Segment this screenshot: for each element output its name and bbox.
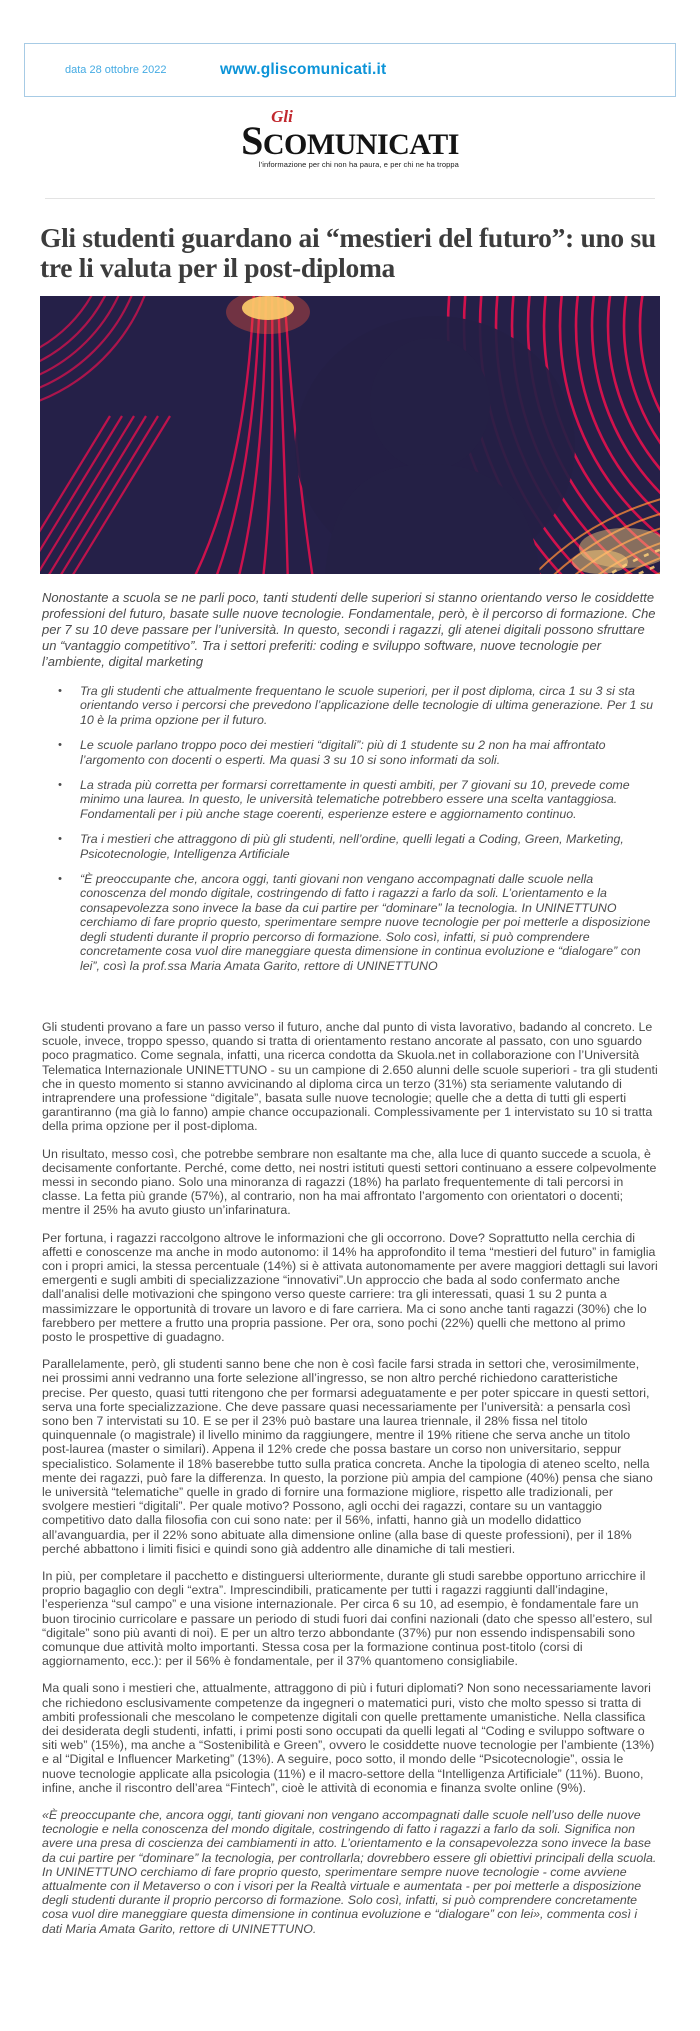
bullet-dot: • [58,833,62,846]
clipping-date: data 28 ottobre 2022 [65,64,167,76]
body-paragraph: Parallelamente, però, gli studenti sanno bene che non è così facile farsi strada in settori che, verosimilmente, nei prossimi anni vedranno una forte selezione all’ingresso, se non altro perché richiedono caratteristiche precise. Per questo, quasi tutti ritengono che per formarsi adeguatamente e per poter spiccare in questi settori, serva una forte specializzazione. Che deve passare quasi necessariamente per l’università: a pensarla così sono ben 7 intervistati su 10. E se per il 23% può bastare una laurea triennale, il 28% fissa nel titolo quinquennale (o magistrale) il livello minimo da raggiungere, mentre il 19% ritiene che serva anche un titolo post-laurea (master o similari). Appena il 12% crede che possa bastare un corso non universitario, seppur specialistico. Solamente il 18% baserebbe tutto sulla pratica concreta. Anche la tipologia di ateneo scelto, nella mente dei ragazzi, può fare la differenza. In questo, la porzione più ampia del campione (40%) pensa che siano le università “telematiche” quelle in grado di fornire una formazione migliore, rispetto alle tradizionali, per svolgere mestieri “digitali”. Per quale motivo? Possono, agli occhi dei ragazzi, contare su un vantaggio competitivo dato dalla filosofia con cui sono nate: per il 56%, infatti, hanno già un modello didattico all’avanguardia, per il 22% sono abituate alla dimensione online (alla base di queste professioni), per il 18% perché abbattono i limiti fisici e quindi sono già addentro alle dinamiche di tali mestieri. [42,1357,653,1556]
article-standfirst: Nonostante a scuola se ne parli poco, tanti studenti delle superiori si stanno orientando verso le cosiddette professioni del futuro, basate sulle nuove tecnologie. Fondamentale, però, è il percorso di formazione. Che per 7 su 10 deve passare per l’università. In questo, secondi i ragazzi, gli atenei digitali possono sfruttare un “vantaggio competitivo”. Tra i settori preferiti: coding e sviluppo software, nuove tecnologie per l’ambiente, digital marketing [42,590,656,669]
bullet-item [42,872,658,973]
logo-initial-letter: S [241,118,263,163]
masthead [0,107,700,172]
article-bullet-list [42,684,658,973]
bullet-item [42,684,658,727]
bullet-dot: • [58,873,62,886]
bullet-item [42,738,658,767]
bullet-text: La strada più corretta per formarsi correttamente in questi ambiti, per 7 giovani su 10, prevede come minimo una laurea. In questo, le università telematiche potrebbero essere una scelta vantaggiosa. Fondamentali per i più anche stage coerenti, esperienze estere e aggiornamento continuo. [80,778,630,821]
clipping-header-box [24,43,676,97]
body-paragraph: Un risultato, messo così, che potrebbe sembrare non esaltante ma che, alla luce di quanto succede a scuola, è decisamente confortante. Perché, come detto, nei nostri istituti questi settori continuano a essere colpevolmente messi in secondo piano. Solo una minoranza di ragazzi (18%) ha parlato frequentemente di tali percorsi in classe. La fetta più grande (57%), al contrario, non ha mai affrontato l’argomento con orientatori o docenti; mentre il 25% ha avuto giusto un’infarinatura. [42,1146,657,1218]
body-paragraph: In più, per completare il pacchetto e distinguersi ulteriormente, durante gli studi sarebbe opportuno arricchire il proprio bagaglio con degli “extra”. Imprescindibili, praticamente per tutti i ragazzi raggiunti dall’indagine, l’esperienza “sul campo” e una visione internazionale. Per circa 6 su 10, ad esempio, è fondamentale fare un buon tirocinio curricolare e passare un periodo di studi fuori dai confini nazionali (dato che spesso all’estero, sul “digitale” sono più avanti di noi). E per un altro terzo abbondante (37%) pur non essendo indispensabili sono comunque due attività molto importanti. Stessa cosa per la formazione continua post-titolo (corsi di aggiornamento, ecc.): per il 56% è fondamentale, per il 37% quantomeno consigliabile. [42,1569,653,1669]
hero-image [40,296,660,574]
bullet-text: Tra gli studenti che attualmente frequentano le scuole superiori, per il post diploma, circa 1 su 3 si sta orientando verso i percorsi che prevedono l’applicazione delle tecnologie di ultima generazione. Per 1 su 10 è la prima opzione per il futuro. [80,684,654,727]
bullet-item [42,832,658,861]
article-body [42,1020,658,1936]
bullet-text: “È preoccupante che, ancora oggi, tanti giovani non vengano accompagnati dalle scuole nella conoscenza del mondo digitale, costringendo di fatto i ragazzi a farlo da soli. L’orientamento e la consapevolezza sono invece la base da cui partire per “dominare” la tecnologia. In UNINETTUNO cerchiamo di fare proprio questo, sperimentare sempre nuove tecnologie per poi metterle a disposizione degli studenti durante il proprio percorso di formazione. Solo così, infatti, si può comprendere concretamente cosa vuol dire maneggiare questa dimensione in continua evoluzione e “dialogare” con lei”, così la prof.ssa Maria Amata Garito, rettore di UNINETTUNO [80,872,651,973]
light-trails-illustration [40,296,660,574]
bullet-item [42,778,658,821]
logo-wordmark [241,118,459,163]
site-url-link[interactable]: www.gliscomunicati.it [220,61,387,78]
logo-rest-letters: COMUNICATI [262,128,459,161]
bullet-text: Tra i mestieri che attraggono di più gli studenti, nell’ordine, quelli legati a Coding, Green, Marketing, Psicotecnologie, Intelligenza Artificiale [80,832,624,861]
body-paragraph: Ma quali sono i mestieri che, attualmente, attraggono di più i futuri diplomati? Non sono necessariamente lavori che richiedono esclusivamente competenze da ingegneri o matematici puri, visto che molto spesso si tratta di ambiti professionali che mescolano le competenze digitali con quelle prettamente umanistiche. Nella classifica dei desiderata degli studenti, infatti, i primi posti sono occupati da quelli legati al “Coding e sviluppo software o siti web” (15%), ma anche a “Sostenibilità e Green”, ovvero le cosiddette nuove tecnologie per l’ambiente (13%) e al “Digital e Influencer Marketing” (13%). A seguire, poco sotto, il mondo delle “Psicotecnologie”, ossia le nuove tecnologie applicate alla psicologia (11%) e il macro-settore della “Intelligenza Artificiale” (11%). Buono, infine, anche il riscontro dell’area “Fintech”, cioè le attività di economia e finanza svolte online (9%). [42,1681,655,1795]
bullet-text: Le scuole parlano troppo poco dei mestieri “digitali”: più di 1 studente su 2 non ha mai affrontato l’argomento con docenti o esperti. Ma quasi 3 su 10 si sono informati da soli. [80,738,606,767]
press-clipping-page [0,43,700,2031]
logo-gli-script: Gli [271,107,293,126]
body-paragraph: Gli studenti provano a fare un passo verso il futuro, anche dal punto di vista lavorativo, badando al concreto. Le scuole, invece, troppo spesso, quando si tratta di orientamento restano ancorate al passato, con uno sguardo poco pragmatico. Come segnala, infatti, una ricerca condotta da Skuola.net in collaborazione con l’Università Telematica Internazionale UNINETTUNO - su un campione di 2.650 alunni delle scuole superiori - tra gli studenti che in questo momento si stanno avvicinando al diploma circa un terzo (31%) sta seriamente valutando di intraprendere una professione “digitale”, basata sulle nuove tecnologie; quelle che a detta di tutti gli esperti garantiranno (ma già lo fanno) ampie chance occupazionali. Complessivamente per 1 intervistato su 10 si tratta della prima opzione per il post-diploma. [42,1019,658,1134]
header-divider [45,198,655,199]
article-title: Gli studenti guardano ai “mestieri del futuro”: uno su tre li valuta per il post-diploma [40,222,656,283]
bullet-dot: • [58,685,62,697]
body-paragraph: Per fortuna, i ragazzi raccolgono altrove le informazioni che gli occorrono. Dove? Soprattutto nella cerchia di affetti e conoscenze ma anche in modo autonomo: il 14% ha approfondito il tema “mestieri del futuro” in famiglia con i propri amici, la stessa percentuale (14%) si è attivata autonomamente per avere maggiori dettagli sui lavori emergenti e sugli ambiti di specializzazione “innovativi”.Un approccio che bada al sodo confermato anche dall’analisi delle motivazioni che spingono verso queste carriere: tra gli interessati, quasi 1 su 2 punta a massimizzare le opportunità di trovare un lavoro e di fare carriera. Ma ci sono anche tanti ragazzi (30%) che lo farebbero per mettere a frutto una propria passione. Per ora, sono pochi (22%) quelli che mettono al primo posto le prospettive di guadagno. [42,1230,658,1344]
logo-tagline: l’informazione per chi non ha paura, e per chi ne ha troppa [258,160,459,169]
site-logo [241,107,459,169]
bullet-dot: • [58,739,62,752]
closing-quote-paragraph: «È preoccupante che, ancora oggi, tanti giovani non vengano accompagnati dalle scuole nell’uso delle nuove tecnologie e nella conoscenza del mondo digitale, costringendo di fatto i ragazzi a farlo da soli. Significa non avere una presa di coscienza dei cambiamenti in atto. L’orientamento e la consapevolezza sono invece la base da cui partire per “dominare” la tecnologia, per controllarla; dovrebbero essere gli obiettivi principali della scuola. In UNINETTUNO cerchiamo di fare proprio questo, sperimentare sempre nuove tecnologie - come avviene attualmente con il Metaverso o con i visori per la Realtà virtuale e aumentata - per poi metterle a disposizione degli studenti durante il proprio percorso di formazione. Solo così, infatti, si può comprendere concretamente cosa vuol dire maneggiare questa dimensione in continua evoluzione e “dialogare” con lei», commenta così i dati Maria Amata Garito, rettore di UNINETTUNO. [42,1808,657,1936]
bullet-dot: • [58,779,62,792]
